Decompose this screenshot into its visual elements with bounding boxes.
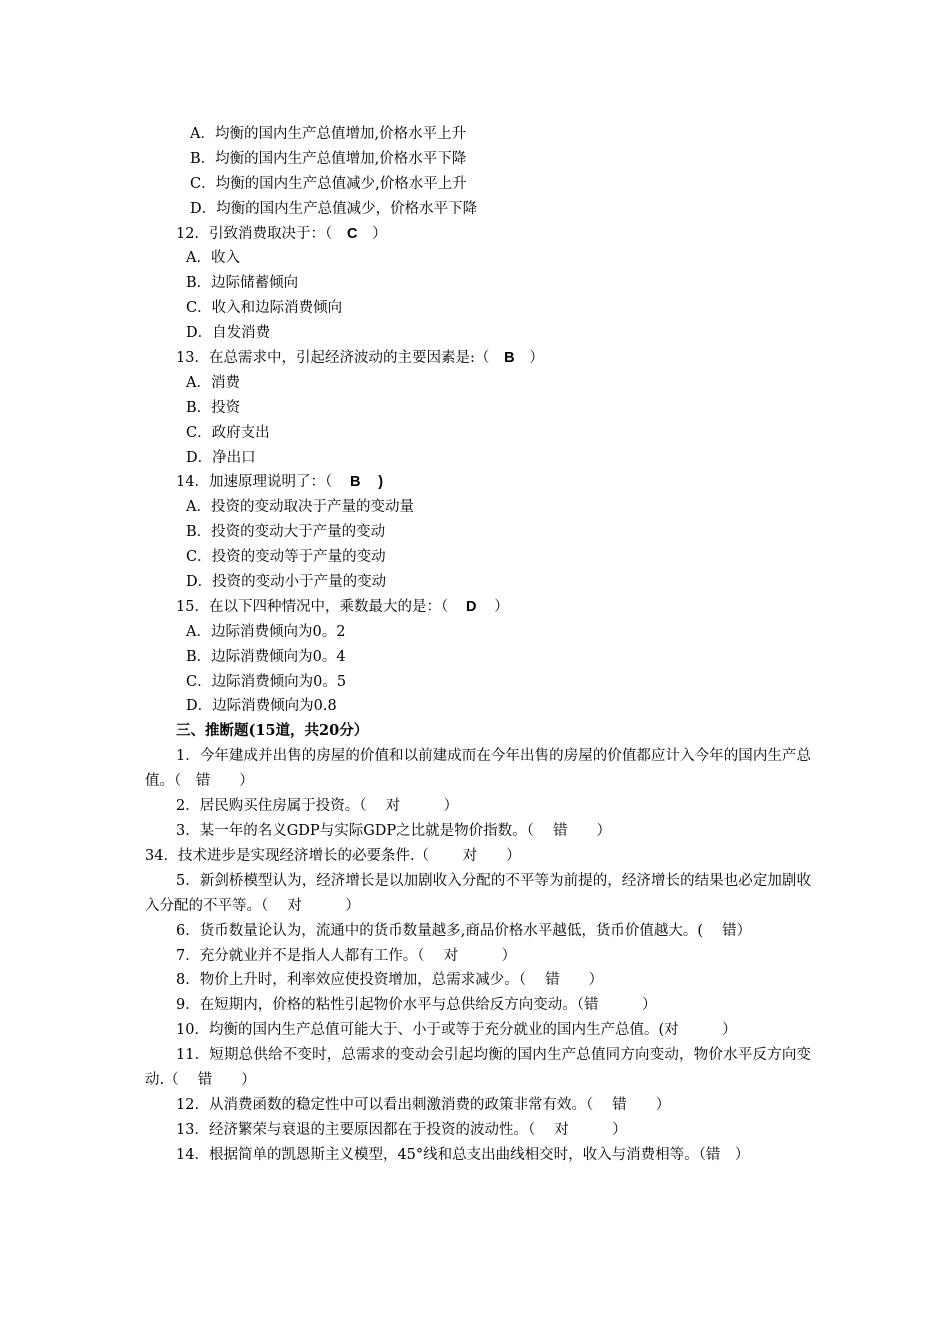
judgment-item: 3．某一年的名义GDP与实际GDP之比就是物价指数。（ 错 ） <box>176 822 612 839</box>
judgment-item: 10．均衡的国内生产总值可能大于、小于或等于充分就业的国内生产总值。(对 ） <box>176 1022 737 1039</box>
judgment-item: 5．新剑桥模型认为，经济增长是以加剧收入分配的不平等为前提的，经济增长的结果也必定加剧收入分配的不平等。（ 对 ） <box>145 872 811 914</box>
q11-option-a: A．均衡的国内生产总值增加,价格水平上升 <box>190 126 467 142</box>
q15-stem <box>0 595 950 620</box>
judgment-item: 13．经济繁荣与衰退的主要原因都在于投资的波动性。（ 对 ） <box>176 1121 627 1138</box>
q13-answer: B <box>504 350 515 367</box>
judgment-item: 11．短期总供给不变时，总需求的变动会引起均衡的国内生产总值同方向变动，物价水平反方向变动.（ 错 ） <box>145 1047 811 1089</box>
judgment-item: 12．从消费函数的稳定性中可以看出刺激消费的政策非常有效。（ 错 ） <box>176 1096 671 1113</box>
q13-option-b: B．投资 <box>186 399 241 416</box>
judgment-item: 14．根据简单的凯恩斯主义模型，45°线和总支出曲线相交时，收入与消费相等。（错 ） <box>176 1146 750 1163</box>
q14-stem-text: 14．加速原理说明了：（ <box>176 474 333 491</box>
q13-stem <box>0 346 950 371</box>
q13-option-d: D．净出口 <box>186 449 256 466</box>
q12-option-a: A．收入 <box>186 250 240 267</box>
q14-option-a: A．投资的变动取决于产量的变动量 <box>186 499 414 516</box>
q12-answer: C <box>346 225 358 242</box>
q15-option-d: D．边际消费倾向为0.8 <box>186 698 337 715</box>
document-page <box>0 122 950 1168</box>
q13-stem-text: 13．在总需求中，引起经济波动的主要因素是:（ <box>176 350 490 367</box>
q14-option-d: D．投资的变动小于产量的变动 <box>186 574 387 591</box>
judgment-item: 1．今年建成并出售的房屋的价值和以前建成而在今年出售的房屋的价值都应计入今年的国内生产总值。（ 错 ） <box>145 748 811 790</box>
judgment-item: 9．在短期内，价格的粘性引起物价水平与总供给反方向变动。（错 ） <box>176 997 657 1014</box>
q12-stem-text: 12．引致消费取决于：（ <box>176 225 333 242</box>
q12-option-b: B．边际储蓄倾向 <box>186 275 299 292</box>
q15-option-b: B．边际消费倾向为0。4 <box>186 648 346 665</box>
q11-option-b: B．均衡的国内生产总值增加,价格水平下降 <box>190 150 467 167</box>
q15-stem-text: 15．在以下四种情况中，乘数最大的是：（ <box>176 598 449 615</box>
q14-stem <box>0 470 950 495</box>
judgment-item: 8．物价上升时，利率效应使投资增加，总需求减少。（ 错 ） <box>176 972 604 989</box>
q15-answer: D <box>465 598 477 615</box>
q15-option-a: A．边际消费倾向为0。2 <box>186 623 346 640</box>
q12-close: ） <box>372 225 387 242</box>
judgment-item: 2．居民购买住房属于投资。（ 对 ） <box>176 798 459 815</box>
q12-stem <box>0 222 950 247</box>
judgment-item: 6．货币数量论认为，流通中的货币数量越多,商品价格水平越低，货币价值越大。( 错） <box>176 922 752 939</box>
q14-option-b: B．投资的变动大于产量的变动 <box>186 524 386 541</box>
judgment-item: 34．技术进步是实现经济增长的必要条件.（ 对 ） <box>145 847 521 864</box>
q14-answer: B <box>349 474 361 491</box>
q11-option-d: D．均衡的国内生产总值减少，价格水平下降 <box>190 200 478 217</box>
q12-option-d: D．自发消费 <box>186 325 271 342</box>
q12-option-c: C．收入和边际消费倾向 <box>186 300 343 317</box>
q14-option-c: C．投资的变动等于产量的变动 <box>186 549 386 566</box>
q14-close: ) <box>378 474 384 491</box>
q15-close: ） <box>494 598 509 615</box>
q11-option-c: C．均衡的国内生产总值减少,价格水平上升 <box>190 175 467 192</box>
section-heading: 三、推断题(15道，共20分） <box>176 722 369 740</box>
q15-option-c: C．边际消费倾向为0。5 <box>186 673 347 690</box>
q13-option-a: A．消费 <box>186 374 240 391</box>
judgment-item: 7．充分就业并不是指人人都有工作。（ 对 ） <box>176 947 517 964</box>
q13-option-c: C．政府支出 <box>186 424 270 441</box>
q13-close: ） <box>529 350 544 367</box>
